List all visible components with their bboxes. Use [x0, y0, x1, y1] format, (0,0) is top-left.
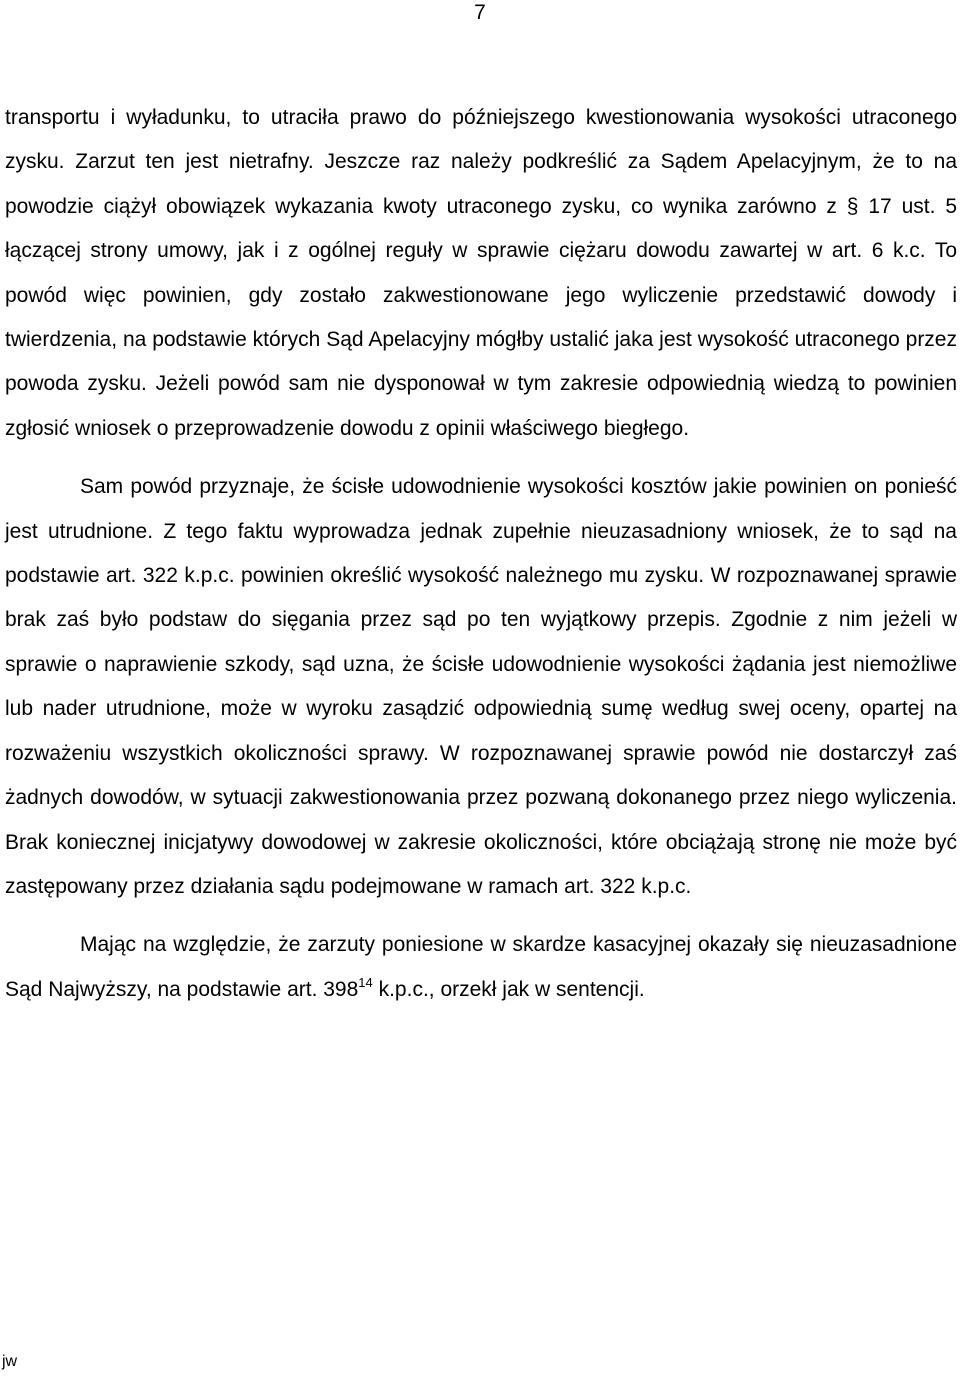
- article-superscript: 14: [358, 974, 373, 990]
- paragraph-2: Sam powód przyznaje, że ścisłe udowodnienie wysokości kosztów jakie powinien on ponieść jest utrudnione. Z tego faktu wyprowadza jednak zupełnie nieuzasadniony wniosek, że to sąd na podstawie art. 322 k.p.c. powinien określić wysokość należnego mu zysku. W rozpoznawanej sprawie brak zaś było podstaw do sięgania przez sąd po ten wyjątkowy przepis. Zgodnie z nim jeżeli w sprawie o naprawienie szkody, sąd uzna, że ścisłe udowodnienie wysokości żądania jest niemożliwe lub nader utrudnione, może w wyroku zasądzić odpowiednią sumę według swej oceny, opartej na rozważeniu wszystkich okoliczności sprawy. W rozpoznawanej sprawie powód nie dostarczył zaś żadnych dowodów, w sytuacji zakwestionowania przez pozwaną dokonanego przez niego wyliczenia. Brak koniecznej inicjatywy dowodowej w zakresie okoliczności, które obciążają stronę nie może być zastępowany przez działania sądu podejmowane w ramach art. 322 k.p.c.: [5, 475, 957, 898]
- page-number: 7: [474, 1, 486, 24]
- footer-initials: jw: [2, 1353, 18, 1370]
- paragraph-3: [5, 923, 957, 1012]
- paragraph-3-text-end: k.p.c., orzekł jak w sentencji.: [372, 977, 645, 1001]
- paragraph-3-text-start: Mając na względzie, że zarzuty poniesione w skardze kasacyjnej okazały się nieuzasadnione Sąd Najwyższy, na podstawie art. 398: [5, 933, 957, 1001]
- paragraph-1: transportu i wyładunku, to utraciła prawo do późniejszego kwestionowania wysokości utraconego zysku. Zarzut ten jest nietrafny. Jeszcze raz należy podkreślić za Sądem Apelacyjnym, że to na powodzie ciążył obowiązek wykazania kwoty utraconego zysku, co wynika zarówno z § 17 ust. 5 łączącej strony umowy, jak i z ogólnej reguły w sprawie ciężaru dowodu zawartej w art. 6 k.c. To powód więc powinien, gdy zostało zakwestionowane jego wyliczenie przedstawić dowody i twierdzenia, na podstawie których Sąd Apelacyjny mógłby ustalić jaka jest wysokość utraconego przez powoda zysku. Jeżeli powód sam nie dysponował w tym zakresie odpowiednią wiedzą to powinien zgłosić wniosek o przeprowadzenie dowodu z opinii właściwego biegłego.: [5, 106, 957, 440]
- document-body: [5, 96, 957, 1012]
